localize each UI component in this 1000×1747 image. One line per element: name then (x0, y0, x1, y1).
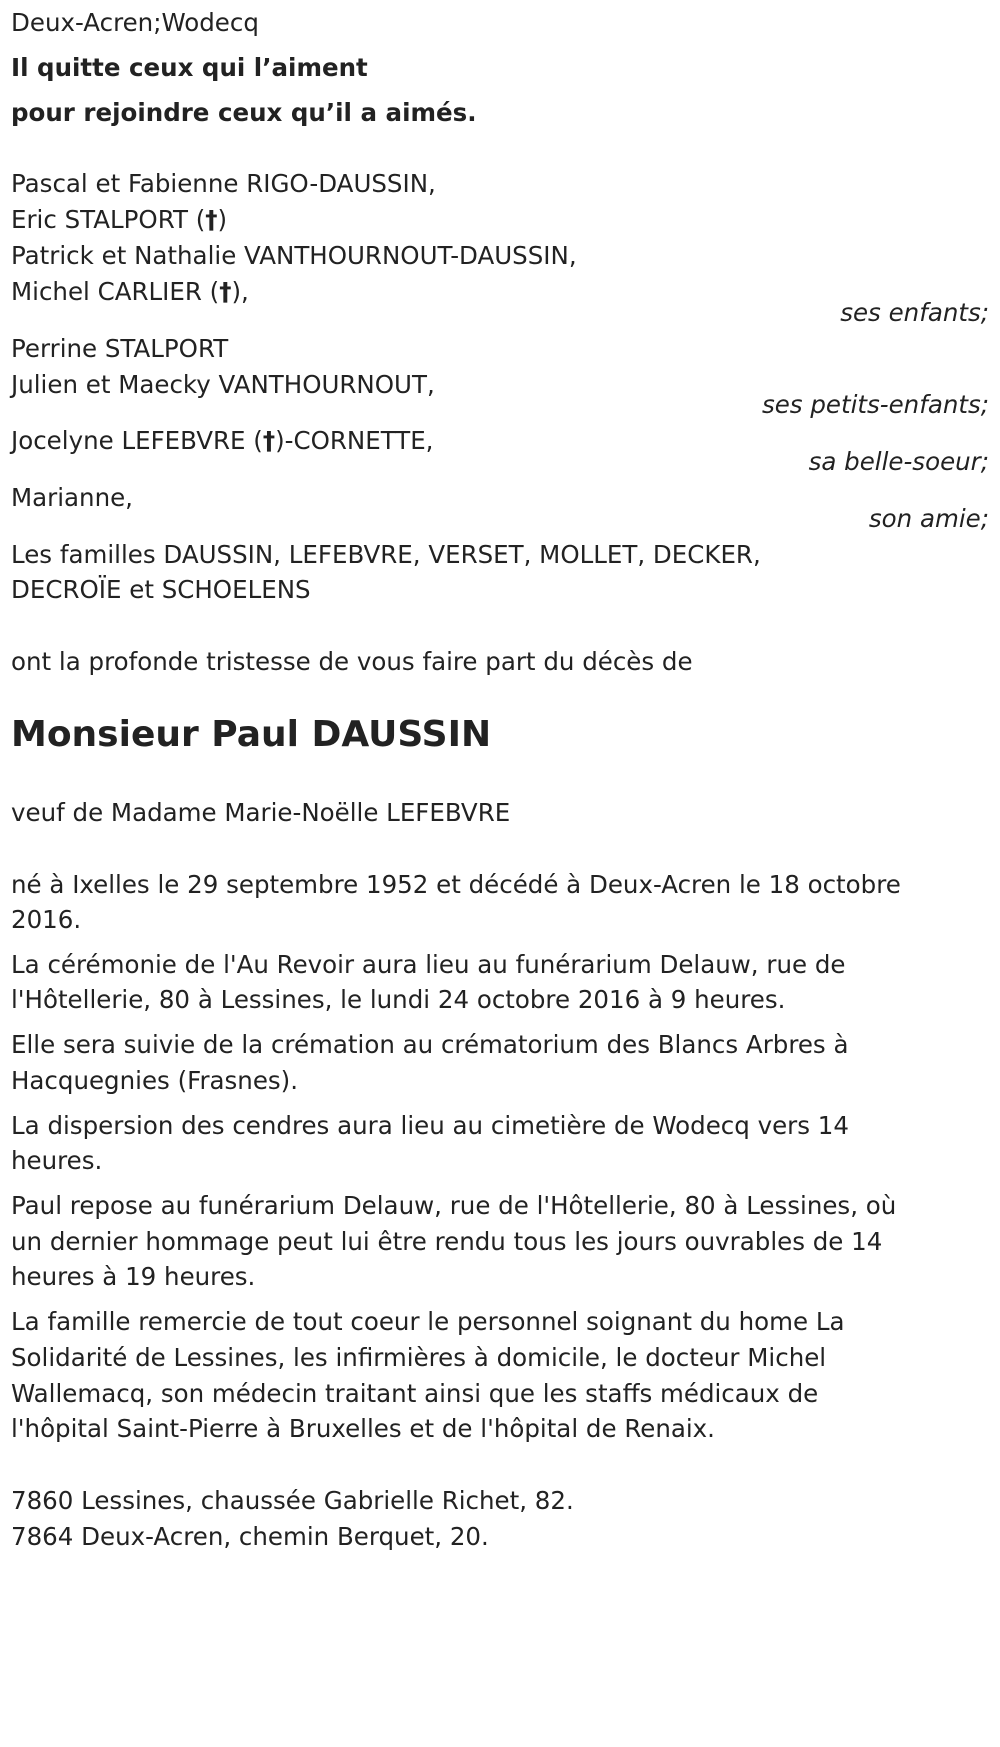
ceremony-line-2: l'Hôtellerie, 80 à Lessines, le lundi 24 octobre 2016 à 9 heures. (11, 985, 786, 1014)
sister-in-law-name: Jocelyne LEFEBVRE (†)-CORNETTE, (11, 421, 433, 461)
thanks-line-3: Wallemacq, son médecin traitant ainsi que les staffs médicaux de (11, 1379, 819, 1408)
visitation-line-3: heures à 19 heures. (11, 1262, 256, 1291)
announcement-text: ont la profonde tristesse de vous faire part du décès de (11, 647, 693, 676)
grandchild-name-1: Perrine STALPORT (11, 334, 229, 363)
cross-icon: † (205, 205, 218, 234)
birth-death-line-1: né à Ixelles le 29 septembre 1952 et décédé à Deux-Acren le 18 octobre (11, 870, 901, 899)
cremation-line-1: Elle sera suivie de la crémation au crématorium des Blancs Arbres à (11, 1030, 849, 1059)
address-line-2: 7864 Deux-Acren, chemin Berquet, 20. (11, 1522, 489, 1551)
child-name-4: Michel CARLIER (†), (11, 272, 249, 312)
widower-text: veuf de Madame Marie-Noëlle LEFEBVRE (11, 798, 511, 827)
thanks-line-4: l'hôpital Saint-Pierre à Bruxelles et de l'hôpital de Renaix. (11, 1414, 715, 1443)
birth-death-line-2: 2016. (11, 905, 82, 934)
cremation-line-2: Hacquegnies (Frasnes). (11, 1066, 299, 1095)
child-name-3: Patrick et Nathalie VANTHOURNOUT-DAUSSIN, (11, 241, 577, 270)
cross-icon: † (262, 426, 276, 455)
ceremony-line-1: La cérémonie de l'Au Revoir aura lieu au funérarium Delauw, rue de (11, 950, 846, 979)
thanks-line-2: Solidarité de Lessines, les infirmières à domicile, le docteur Michel (11, 1343, 827, 1372)
sister-in-law-role: sa belle-soeur; (808, 447, 989, 476)
child-name-2: Eric STALPORT (†) (11, 200, 227, 240)
deceased-name: Monsieur Paul DAUSSIN (11, 714, 492, 755)
location-header: Deux-Acren;Wodecq (11, 8, 259, 37)
friend-role: son amie; (868, 504, 989, 533)
friend-name: Marianne, (11, 483, 133, 512)
grandchildren-role: ses petits-enfants; (761, 390, 989, 419)
quote-line-1: Il quitte ceux qui l’aiment (11, 53, 368, 82)
child-name-1: Pascal et Fabienne RIGO-DAUSSIN, (11, 169, 436, 198)
thanks-line-1: La famille remercie de tout coeur le personnel soignant du home La (11, 1307, 845, 1336)
grandchild-name-2: Julien et Maecky VANTHOURNOUT, (11, 370, 435, 399)
quote-line-2: pour rejoindre ceux qu’il a aimés. (11, 98, 477, 127)
families-line-1: Les familles DAUSSIN, LEFEBVRE, VERSET, MOLLET, DECKER, (11, 540, 761, 569)
dispersion-line-2: heures. (11, 1146, 103, 1175)
families-line-2: DECROÏE et SCHOELENS (11, 575, 311, 604)
children-role: ses enfants; (840, 298, 989, 327)
cross-icon: † (219, 277, 232, 306)
visitation-line-2: un dernier hommage peut lui être rendu tous les jours ouvrables de 14 (11, 1227, 883, 1256)
dispersion-line-1: La dispersion des cendres aura lieu au cimetière de Wodecq vers 14 (11, 1111, 849, 1140)
visitation-line-1: Paul repose au funérarium Delauw, rue de l'Hôtellerie, 80 à Lessines, où (11, 1191, 897, 1220)
address-line-1: 7860 Lessines, chaussée Gabrielle Richet, 82. (11, 1486, 574, 1515)
